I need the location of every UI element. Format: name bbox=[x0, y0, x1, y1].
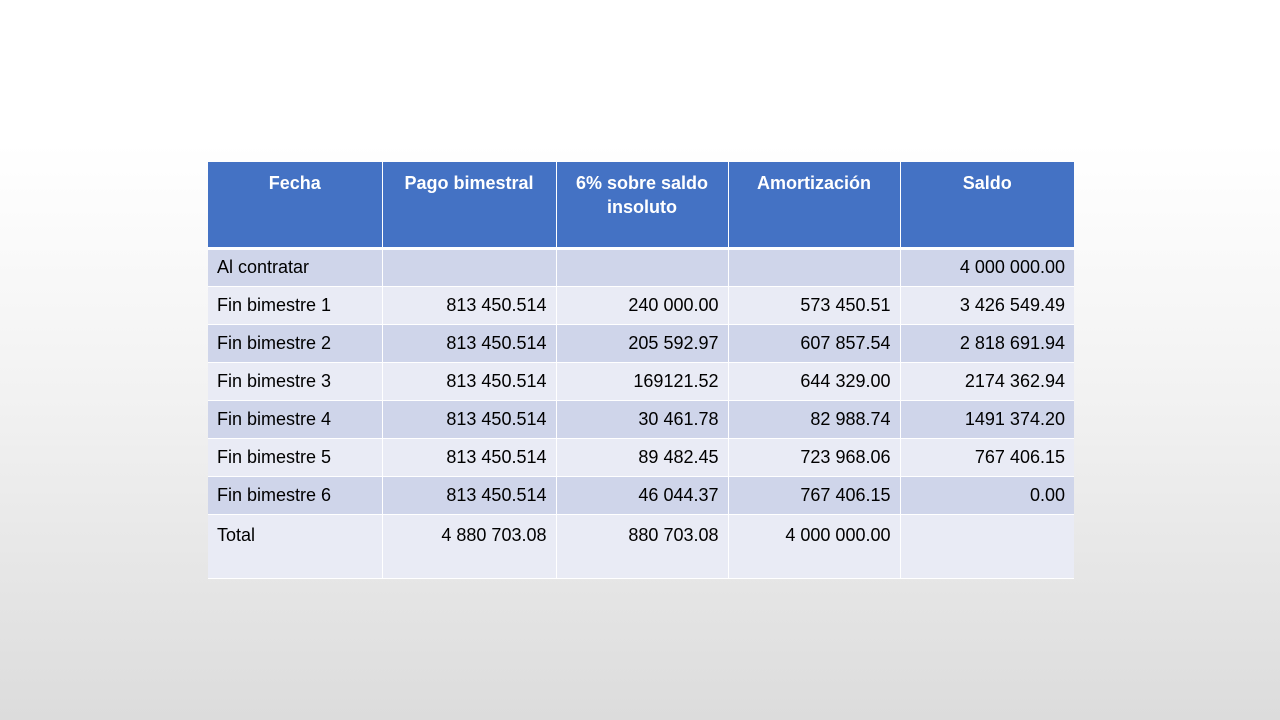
cell-amortizacion: 723 968.06 bbox=[728, 438, 900, 476]
cell-saldo: 2 818 691.94 bbox=[900, 324, 1074, 362]
cell-fecha: Fin bimestre 4 bbox=[208, 400, 382, 438]
header-interes-saldo-insoluto: 6% sobre saldo insoluto bbox=[556, 162, 728, 248]
cell-fecha: Fin bimestre 1 bbox=[208, 286, 382, 324]
cell-fecha: Al contratar bbox=[208, 248, 382, 286]
cell-interes bbox=[556, 248, 728, 286]
cell-total-pago: 4 880 703.08 bbox=[382, 514, 556, 578]
header-pago-bimestral: Pago bimestral bbox=[382, 162, 556, 248]
cell-pago-bimestral bbox=[382, 248, 556, 286]
table-row bbox=[208, 476, 1074, 514]
table-row bbox=[208, 438, 1074, 476]
cell-pago-bimestral: 813 450.514 bbox=[382, 400, 556, 438]
cell-interes: 205 592.97 bbox=[556, 324, 728, 362]
cell-saldo: 0.00 bbox=[900, 476, 1074, 514]
cell-fecha: Fin bimestre 3 bbox=[208, 362, 382, 400]
cell-amortizacion: 607 857.54 bbox=[728, 324, 900, 362]
table-header-row bbox=[208, 162, 1074, 248]
cell-pago-bimestral: 813 450.514 bbox=[382, 438, 556, 476]
cell-saldo: 767 406.15 bbox=[900, 438, 1074, 476]
cell-fecha: Fin bimestre 2 bbox=[208, 324, 382, 362]
table-row bbox=[208, 248, 1074, 286]
table-row bbox=[208, 286, 1074, 324]
cell-saldo: 3 426 549.49 bbox=[900, 286, 1074, 324]
cell-amortizacion: 573 450.51 bbox=[728, 286, 900, 324]
cell-fecha: Fin bimestre 5 bbox=[208, 438, 382, 476]
table-row bbox=[208, 400, 1074, 438]
table-row bbox=[208, 324, 1074, 362]
cell-interes: 46 044.37 bbox=[556, 476, 728, 514]
header-amortizacion: Amortización bbox=[728, 162, 900, 248]
cell-amortizacion bbox=[728, 248, 900, 286]
cell-total-saldo bbox=[900, 514, 1074, 578]
cell-amortizacion: 82 988.74 bbox=[728, 400, 900, 438]
cell-pago-bimestral: 813 450.514 bbox=[382, 286, 556, 324]
cell-pago-bimestral: 813 450.514 bbox=[382, 476, 556, 514]
cell-saldo: 2174 362.94 bbox=[900, 362, 1074, 400]
table-row bbox=[208, 362, 1074, 400]
cell-saldo: 1491 374.20 bbox=[900, 400, 1074, 438]
cell-pago-bimestral: 813 450.514 bbox=[382, 324, 556, 362]
cell-total-interes: 880 703.08 bbox=[556, 514, 728, 578]
cell-amortizacion: 644 329.00 bbox=[728, 362, 900, 400]
cell-fecha: Fin bimestre 6 bbox=[208, 476, 382, 514]
cell-interes: 30 461.78 bbox=[556, 400, 728, 438]
header-fecha: Fecha bbox=[208, 162, 382, 248]
cell-total-label: Total bbox=[208, 514, 382, 578]
cell-saldo: 4 000 000.00 bbox=[900, 248, 1074, 286]
header-saldo: Saldo bbox=[900, 162, 1074, 248]
cell-interes: 89 482.45 bbox=[556, 438, 728, 476]
cell-interes: 169121.52 bbox=[556, 362, 728, 400]
cell-pago-bimestral: 813 450.514 bbox=[382, 362, 556, 400]
cell-total-amortizacion: 4 000 000.00 bbox=[728, 514, 900, 578]
cell-amortizacion: 767 406.15 bbox=[728, 476, 900, 514]
cell-interes: 240 000.00 bbox=[556, 286, 728, 324]
amortization-table bbox=[208, 162, 1074, 579]
table-total-row bbox=[208, 514, 1074, 578]
